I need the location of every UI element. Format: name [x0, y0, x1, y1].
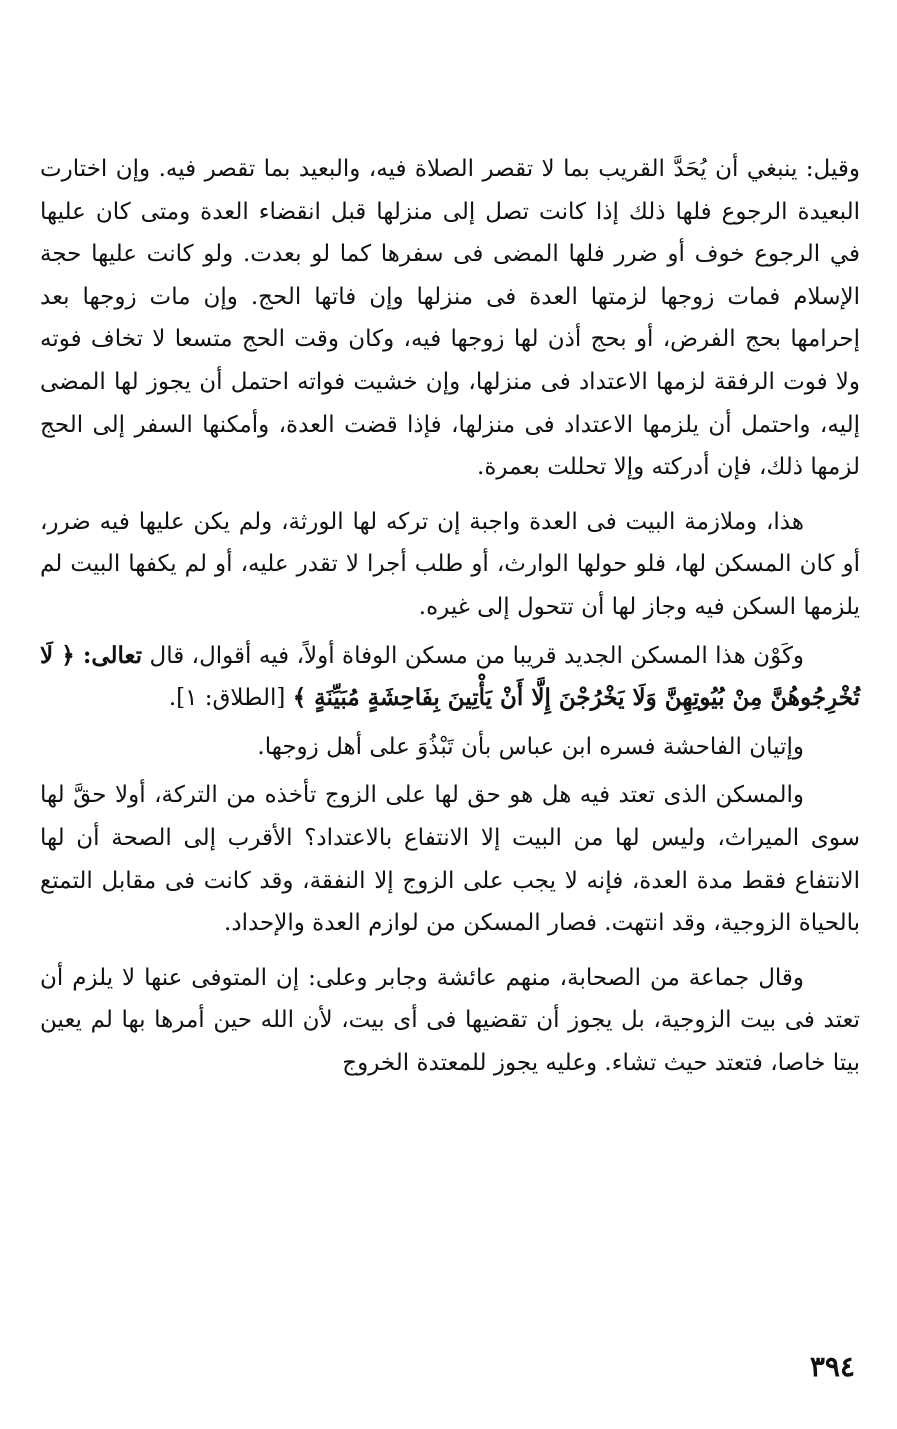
paragraph-3	[40, 635, 860, 720]
text-line: لا يلزم أن تعتد فى بيت الزوجية، بل يجوز أن تقضيها فى أى بيت، لأن الله حين	[40, 964, 861, 1034]
text-line: أو لم يكفها البيت لم يلزمها السكن فيه وجاز لها أن تتحول إلى غيره.	[40, 551, 860, 620]
text-line: العدة والإحداد.	[224, 910, 361, 937]
page-number: ٣٩٤	[809, 1350, 855, 1383]
text-line: اختارت البعيدة الرجوع فلها ذلك إذا كانت تصل إلى منزلها قبل انقضاء العدة	[40, 156, 861, 225]
text-line: ومتى كان عليها في الرجوع خوف أو ضرر فلها المضى فى سفرها كما لو بعدت.	[40, 198, 861, 268]
quran-verse: تعالى: ﴿ لَا تُخْرِجُوهُنَّ مِنْ بُيُوتِهِنَّ وَلَا يَخْرُجْنَ إِلَّا أَنْ يَأْتِينَ بِفَاحِشَةٍ مُبَيِّنَةٍ ﴾	[40, 641, 860, 712]
text-line: فيه ضرر، أو كان المسكن لها، فلو حولها الوارث، أو طلب أجرا لا تقدر عليه،	[40, 508, 860, 578]
text-line: كانت فى مقابل التمتع بالحياة الزوجية، وقد انتهت. فصار المسكن من لوازم	[40, 867, 860, 937]
text-line: وكان وقت الحج متسعا لا تخاف فوته ولا فوت الرفقة لزمها الاعتداد فى منزلها،	[40, 326, 861, 395]
paragraph-5	[40, 774, 860, 944]
text-line: وكَوْن هذا المسكن الجديد قريبا من مسكن الوفاة أولاً، فيه أقوال، قال	[149, 642, 805, 669]
text-line: الحج. وإن مات زوجها بعد إحرامها بحج الفرض، أو بحج أذن لها زوجها فيه،	[40, 283, 860, 353]
text-line: وإتيان الفاحشة فسره ابن عباس بأن تَبْذُوَ على أهل زوجها.	[257, 733, 804, 760]
text-line: وإلا تحللت بعمرة.	[477, 454, 645, 481]
text-line: والمسكن الذى تعتد فيه هل هو حق لها على الزوج تأخذه من التركة، أولا	[114, 782, 805, 809]
paragraph-2	[40, 501, 860, 629]
body-text	[40, 148, 860, 1084]
text-line: وقال جماعة من الصحابة، منهم عائشة وجابر وعلى: إن المتوفى عنها	[144, 964, 805, 991]
text-line: فى منزلها، فإذا قضت العدة، وأمكنها السفر إلى الحج لزمها ذلك، فإن أدركته	[40, 411, 860, 481]
paragraph-4	[40, 726, 860, 769]
text-line: حقَّ لها سوى الميراث، وليس لها من البيت إلا الانتفاع بالاعتداد؟ الأقرب إلى	[40, 782, 861, 851]
text-line: وإن خشيت فواته احتمل أن يجوز لها المضى إليه، واحتمل أن يلزمها الاعتداد	[40, 368, 860, 438]
text-line: هذا، وملازمة البيت فى العدة واجبة إن تركه لها الورثة، ولم يكن عليها	[138, 508, 805, 535]
paragraph-6	[40, 957, 860, 1085]
paragraph-1	[40, 148, 860, 489]
text-line: أمرها بها لم يعين بيتا خاصا، فتعتد حيث تشاء. وعليه يجوز للمعتدة الخروج	[40, 1007, 860, 1076]
text-line: الصحة أن لها الانتفاع فقط مدة العدة، فإنه لا يجب على الزوج إلا النفقة، وقد	[40, 824, 860, 894]
verse-reference: [الطلاق: ١].	[168, 685, 286, 712]
text-line: ولو كانت عليها حجة الإسلام فمات زوجها لزمتها العدة فى منزلها وإن فاتها	[40, 241, 861, 310]
text-line: وقيل: ينبغي أن يُحَدَّ القريب بما لا تقصر الصلاة فيه، والبعيد بما تقصر فيه. وإن	[115, 156, 861, 182]
